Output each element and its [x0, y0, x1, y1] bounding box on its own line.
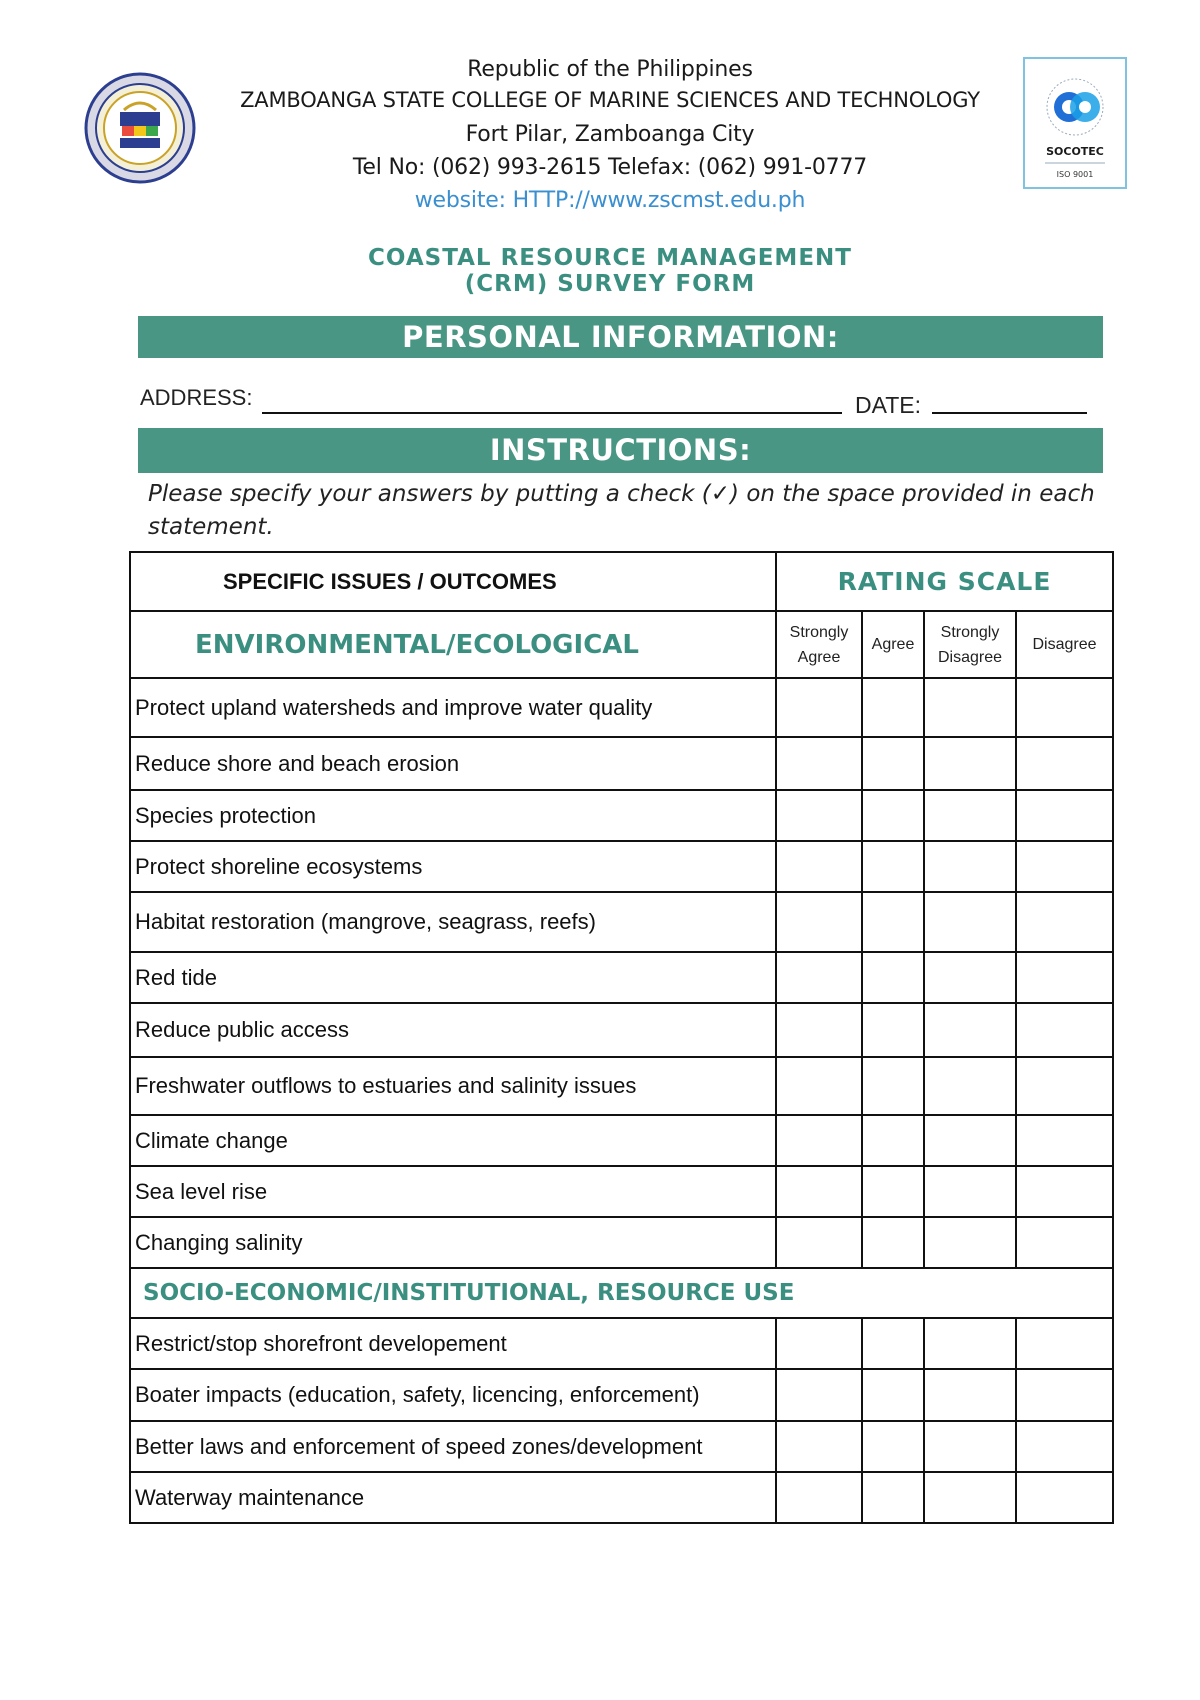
republic-line: Republic of the Philippines [467, 57, 753, 82]
rating-cell-agree[interactable] [862, 1003, 924, 1057]
table-row [130, 1003, 1113, 1057]
rating-cell-strongly-disagree[interactable] [924, 790, 1016, 841]
rating-cell-disagree[interactable] [1016, 1003, 1113, 1057]
rating-cell-agree[interactable] [862, 1421, 924, 1472]
rating-cell-agree[interactable] [862, 1057, 924, 1115]
iso-standard-text: ISO 9001 [1056, 170, 1094, 179]
rating-cell-agree[interactable] [862, 737, 924, 790]
date-field[interactable] [932, 412, 1087, 414]
rating-cell-strongly-disagree[interactable] [924, 1003, 1016, 1057]
rating-cell-strongly-agree[interactable] [776, 1057, 862, 1115]
rating-cell-strongly-agree[interactable] [776, 1318, 862, 1369]
rating-cell-strongly-agree[interactable] [776, 952, 862, 1003]
table-row [130, 952, 1113, 1003]
rating-cell-disagree[interactable] [1016, 1217, 1113, 1268]
rating-cell-strongly-agree[interactable] [776, 892, 862, 952]
rating-cell-strongly-agree[interactable] [776, 790, 862, 841]
table-row [130, 1217, 1113, 1268]
rating-cell-disagree[interactable] [1016, 737, 1113, 790]
address-label: ADDRESS: [140, 385, 253, 410]
socotec-brand-text: SOCOTEC [1046, 145, 1104, 158]
rating-cell-agree[interactable] [862, 1318, 924, 1369]
rating-cell-strongly-disagree[interactable] [924, 737, 1016, 790]
scale-disagree [1016, 611, 1113, 678]
rating-cell-strongly-agree[interactable] [776, 678, 862, 737]
rating-cell-disagree[interactable] [1016, 1472, 1113, 1523]
rating-cell-agree[interactable] [862, 1166, 924, 1217]
college-address: Fort Pilar, Zamboanga City [465, 122, 755, 147]
rating-cell-disagree[interactable] [1016, 790, 1113, 841]
college-name: ZAMBOANGA STATE COLLEGE OF MARINE SCIENCES AND TECHNOLOGY [240, 88, 980, 112]
rating-cell-strongly-agree[interactable] [776, 841, 862, 892]
rating-cell-strongly-agree[interactable] [776, 1217, 862, 1268]
table-row [130, 1369, 1113, 1421]
rating-table [129, 551, 1114, 1524]
rating-cell-disagree[interactable] [1016, 1318, 1113, 1369]
date-label: DATE: [855, 392, 922, 418]
rating-cell-strongly-disagree[interactable] [924, 1057, 1016, 1115]
issue-label: Better laws and enforcement of speed zones/development [130, 1421, 776, 1472]
issues-column-header: SPECIFIC ISSUES / OUTCOMES [130, 552, 776, 611]
rating-cell-agree[interactable] [862, 1115, 924, 1166]
table-header-row [130, 552, 1113, 611]
table-row [130, 678, 1113, 737]
rating-cell-agree[interactable] [862, 1472, 924, 1523]
issue-label: Waterway maintenance [130, 1472, 776, 1523]
scale-agree [862, 611, 924, 678]
rating-cell-agree[interactable] [862, 841, 924, 892]
section2-title: SOCIO-ECONOMIC/INSTITUTIONAL, RESOURCE USE [130, 1268, 1113, 1318]
table-row [130, 1115, 1113, 1166]
personal-info-heading: PERSONAL INFORMATION: [138, 316, 1103, 358]
rating-cell-strongly-disagree[interactable] [924, 841, 1016, 892]
scale-label-line: Strongly [940, 623, 1000, 641]
table-row [130, 1166, 1113, 1217]
section1-title: ENVIRONMENTAL/ECOLOGICAL [130, 611, 776, 678]
rating-cell-strongly-agree[interactable] [776, 737, 862, 790]
instructions-text: Please specify your answers by putting a check (✓) on the space provided in each statement. [148, 481, 1095, 540]
table-row [130, 1318, 1113, 1369]
rating-cell-strongly-disagree[interactable] [924, 1421, 1016, 1472]
issue-label: Restrict/stop shorefront developement [130, 1318, 776, 1369]
rating-cell-strongly-disagree[interactable] [924, 1217, 1016, 1268]
rating-cell-strongly-disagree[interactable] [924, 952, 1016, 1003]
address-field[interactable] [262, 412, 842, 414]
rating-cell-strongly-disagree[interactable] [924, 892, 1016, 952]
table-row [130, 892, 1113, 952]
table-row [130, 1057, 1113, 1115]
rating-cell-strongly-agree[interactable] [776, 1369, 862, 1421]
issue-label: Protect upland watersheds and improve water quality [130, 678, 776, 737]
issue-label: Habitat restoration (mangrove, seagrass, reefs) [130, 892, 776, 952]
rating-cell-agree[interactable] [862, 1369, 924, 1421]
table-row [130, 1472, 1113, 1523]
issue-label: Sea level rise [130, 1166, 776, 1217]
scale-strongly-disagree [924, 611, 1016, 678]
rating-cell-strongly-agree[interactable] [776, 1472, 862, 1523]
rating-cell-agree[interactable] [862, 892, 924, 952]
rating-cell-disagree[interactable] [1016, 1369, 1113, 1421]
rating-cell-agree[interactable] [862, 790, 924, 841]
scale-strongly-agree [776, 611, 862, 678]
scale-label-line: Agree [797, 648, 841, 666]
section2-header-row [130, 1268, 1113, 1318]
rating-cell-disagree[interactable] [1016, 841, 1113, 892]
issue-label: Changing salinity [130, 1217, 776, 1268]
table-row [130, 737, 1113, 790]
rating-cell-disagree[interactable] [1016, 892, 1113, 952]
socotec-certification-badge [1023, 57, 1127, 189]
issue-label: Species protection [130, 790, 776, 841]
rating-cell-disagree[interactable] [1016, 1057, 1113, 1115]
scale-label-line: Strongly [789, 623, 849, 641]
table-row [130, 841, 1113, 892]
rating-cell-strongly-agree[interactable] [776, 1421, 862, 1472]
rating-cell-disagree[interactable] [1016, 1421, 1113, 1472]
rating-scale-header: RATING SCALE [776, 552, 1113, 611]
section1-header-row [130, 611, 1113, 678]
scale-label-line: Disagree [937, 648, 1003, 666]
rating-cell-disagree[interactable] [1016, 1166, 1113, 1217]
issue-label: Red tide [130, 952, 776, 1003]
issue-label: Protect shoreline ecosystems [130, 841, 776, 892]
table-row [130, 1421, 1113, 1472]
form-title-line1: COASTAL RESOURCE MANAGEMENT [368, 245, 852, 271]
scale-label-line: Disagree [1032, 636, 1097, 653]
rating-cell-strongly-agree[interactable] [776, 1166, 862, 1217]
issue-label: Freshwater outflows to estuaries and salinity issues [130, 1057, 776, 1115]
college-phone: Tel No: (062) 993-2615 Telefax: (062) 991-0777 [352, 155, 868, 180]
form-title-line2: (CRM) SURVEY FORM [464, 271, 756, 297]
rating-cell-strongly-disagree[interactable] [924, 1115, 1016, 1166]
rating-cell-strongly-disagree[interactable] [924, 1472, 1016, 1523]
rating-cell-strongly-disagree[interactable] [924, 1166, 1016, 1217]
socotec-logo-icon [1025, 59, 1125, 187]
issue-label: Climate change [130, 1115, 776, 1166]
college-website[interactable]: website: HTTP://www.zscmst.edu.ph [414, 188, 806, 213]
rating-cell-agree[interactable] [862, 952, 924, 1003]
table-row [130, 790, 1113, 841]
rating-cell-strongly-disagree[interactable] [924, 678, 1016, 737]
rating-cell-disagree[interactable] [1016, 1115, 1113, 1166]
scale-label-line: Agree [871, 636, 915, 653]
rating-cell-agree[interactable] [862, 678, 924, 737]
rating-cell-agree[interactable] [862, 1217, 924, 1268]
issue-label: Reduce public access [130, 1003, 776, 1057]
rating-cell-strongly-agree[interactable] [776, 1115, 862, 1166]
rating-cell-strongly-disagree[interactable] [924, 1318, 1016, 1369]
issue-label: Reduce shore and beach erosion [130, 737, 776, 790]
college-seal-logo [84, 72, 196, 184]
rating-cell-strongly-agree[interactable] [776, 1003, 862, 1057]
rating-cell-strongly-disagree[interactable] [924, 1369, 1016, 1421]
rating-cell-disagree[interactable] [1016, 952, 1113, 1003]
instructions-heading: INSTRUCTIONS: [138, 428, 1103, 473]
issue-label: Boater impacts (education, safety, licencing, enforcement) [130, 1369, 776, 1421]
rating-cell-disagree[interactable] [1016, 678, 1113, 737]
